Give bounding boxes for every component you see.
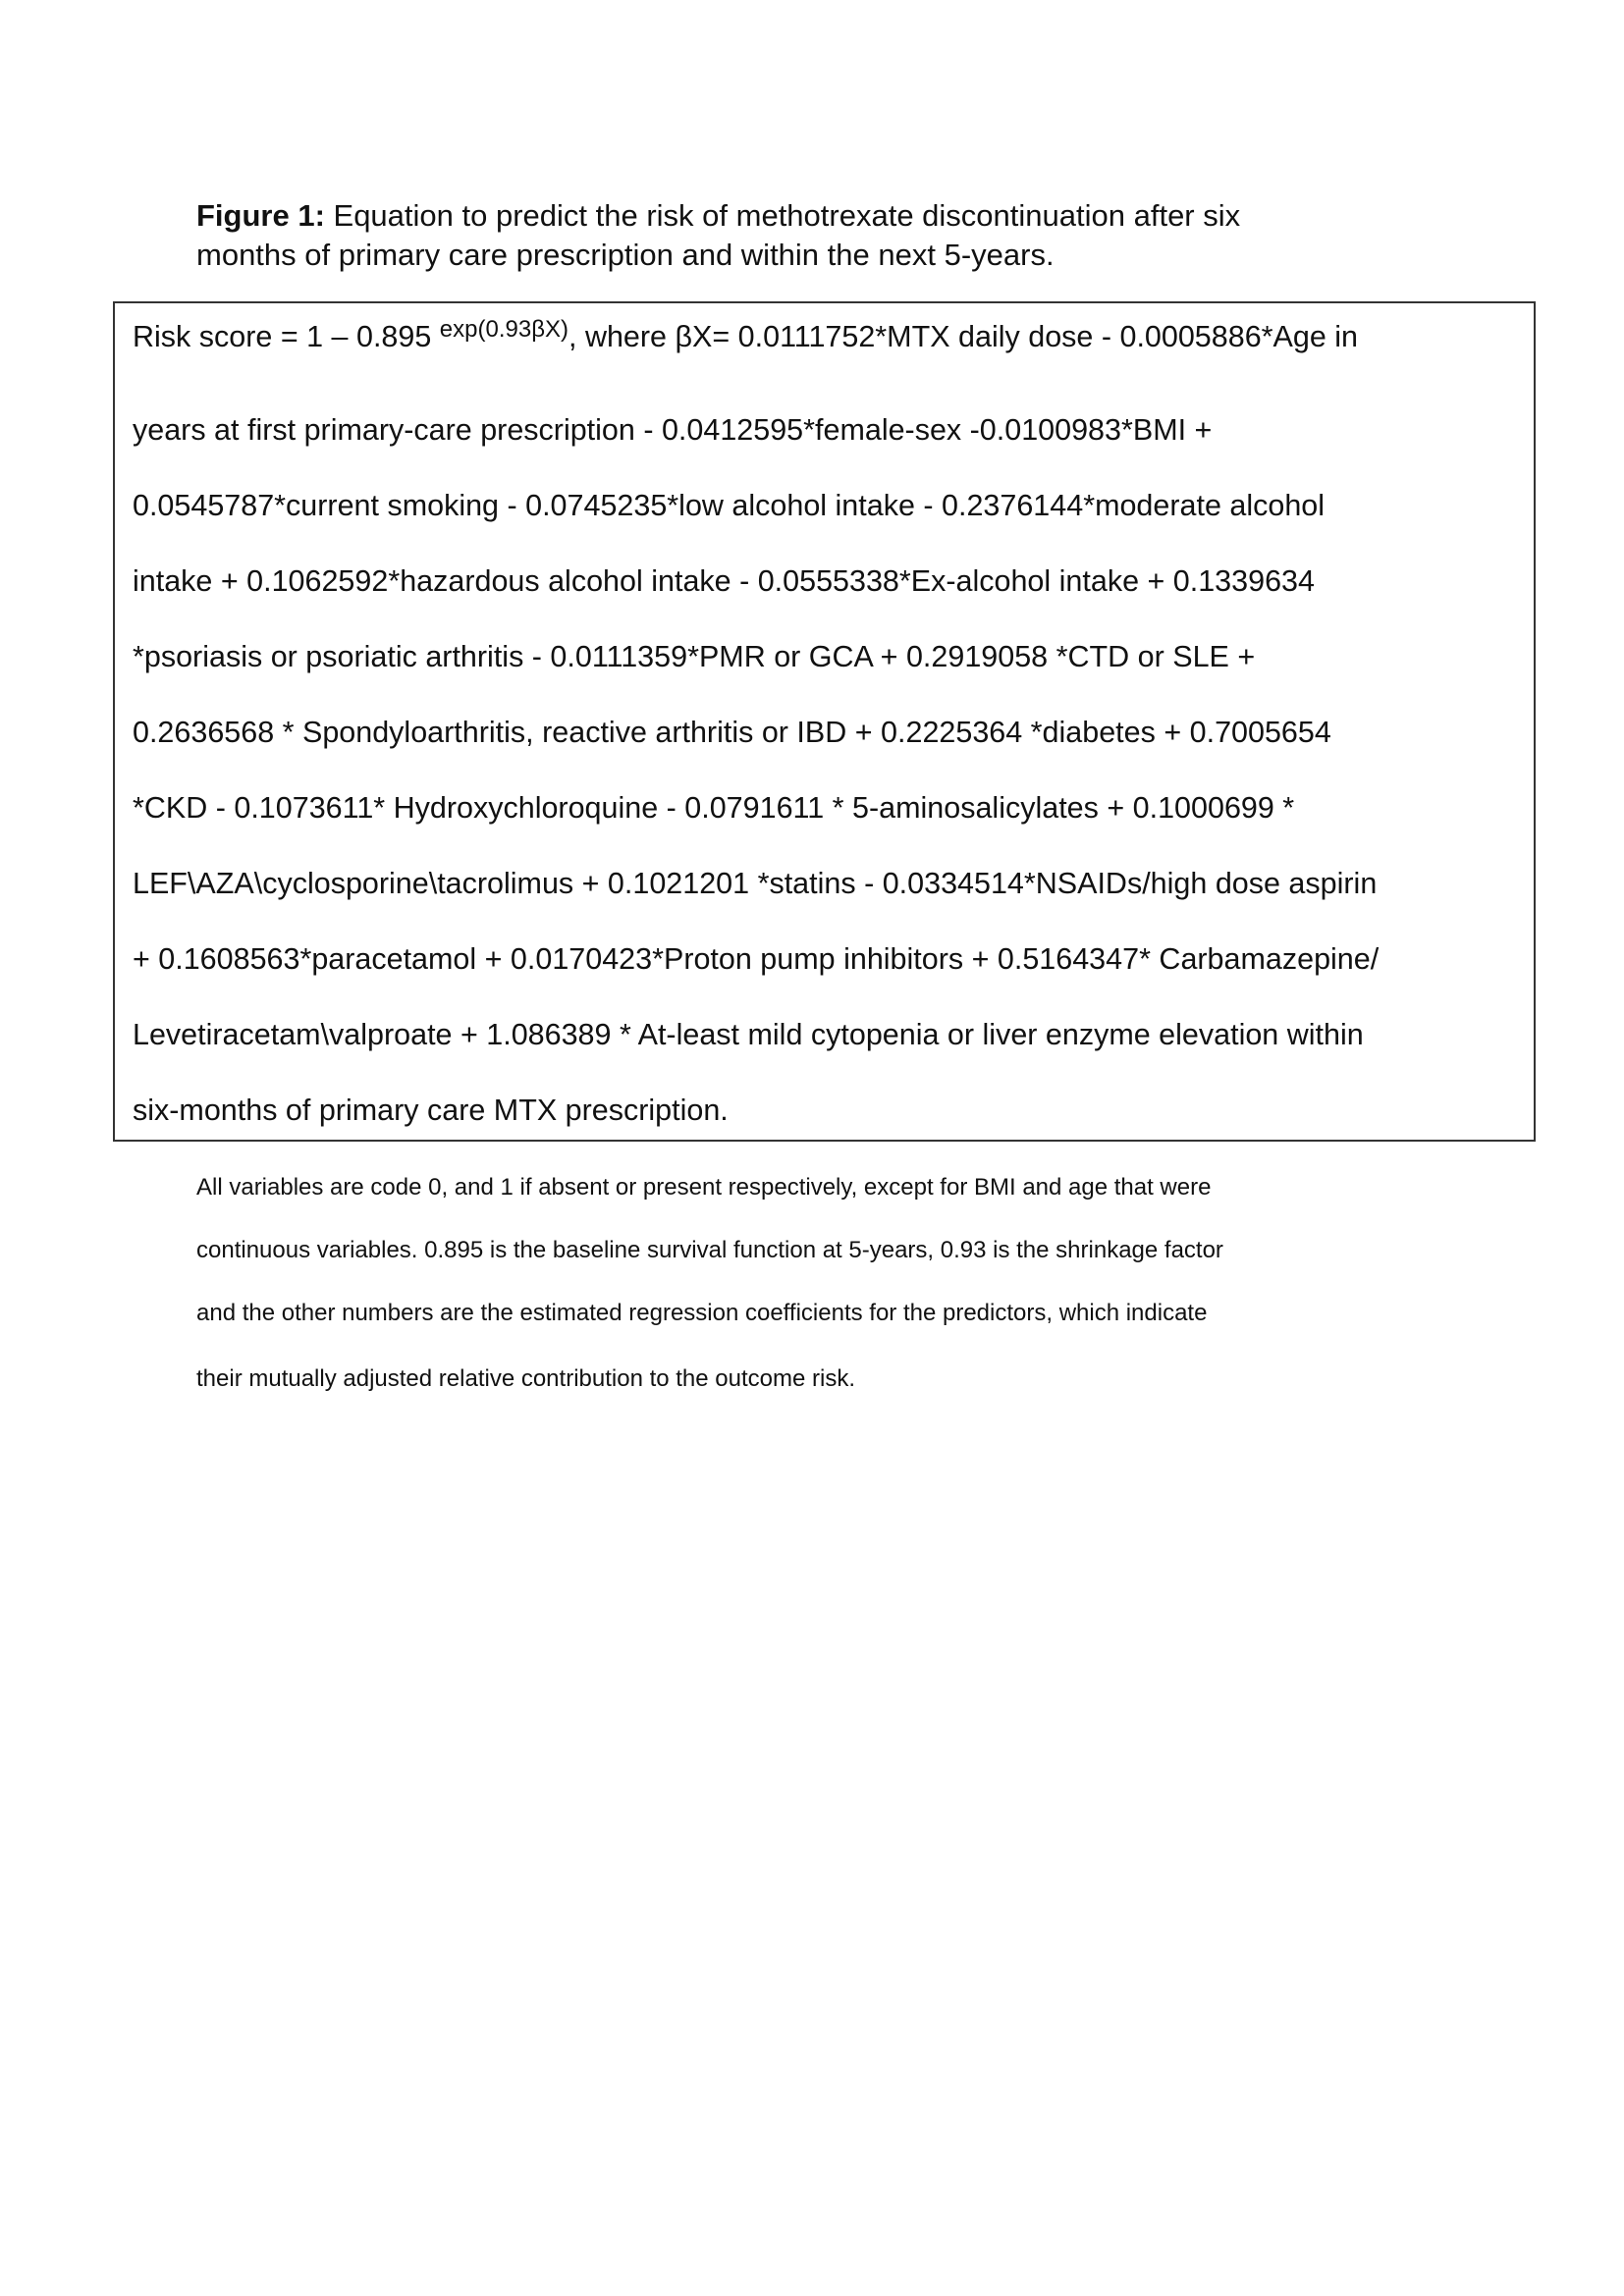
figure-caption — [196, 196, 1240, 275]
footnote-line: their mutually adjusted relative contribution to the outcome risk. — [196, 1365, 856, 1392]
equation-line: *psoriasis or psoriatic arthritis - 0.0111359*PMR or GCA + 0.2919058 *CTD or SLE + — [133, 640, 1256, 673]
equation-line: Levetiracetam\valproate + 1.086389 * At-least mild cytopenia or liver enzyme elevation within — [133, 1018, 1364, 1051]
equation-line: *CKD - 0.1073611* Hydroxychloroquine - 0.0791611 * 5-aminosalicylates + 0.1000699 * — [133, 791, 1295, 825]
equation-line: years at first primary-care prescription - 0.0412595*female-sex -0.0100983*BMI + — [133, 413, 1213, 447]
caption-line-2: months of primary care prescription and within the next 5-years. — [196, 238, 1055, 272]
equation-line-1 — [133, 316, 1359, 354]
equation-line: + 0.1608563*paracetamol + 0.0170423*Proton pump inhibitors + 0.5164347* Carbamazepine/ — [133, 942, 1380, 976]
equation-line: intake + 0.1062592*hazardous alcohol intake - 0.0555338*Ex-alcohol intake + 0.1339634 — [133, 564, 1315, 598]
equation-line: 0.2636568 * Spondyloarthritis, reactive arthritis or IBD + 0.2225364 *diabetes + 0.7005654 — [133, 716, 1331, 749]
footnote-line: and the other numbers are the estimated regression coefficients for the predictors, which indicate — [196, 1300, 1208, 1326]
caption-line-1 — [196, 196, 1240, 236]
figure-label: Figure 1: — [196, 198, 325, 233]
equation-exponent: exp(0.93βX) — [439, 316, 568, 343]
equation-line: LEF\AZA\cyclosporine\tacrolimus + 0.1021201 *statins - 0.0334514*NSAIDs/high dose aspirin — [133, 867, 1378, 900]
footnote-line: All variables are code 0, and 1 if absent or present respectively, except for BMI and age that were — [196, 1174, 1212, 1201]
equation-lhs: Risk score = 1 – 0.895 — [133, 320, 440, 353]
equation-line: 0.0545787*current smoking - 0.0745235*low alcohol intake - 0.2376144*moderate alcohol — [133, 489, 1326, 522]
footnote-line: continuous variables. 0.895 is the baseline survival function at 5-years, 0.93 is the shrinkage factor — [196, 1237, 1223, 1263]
equation-beta-start: , where βX= 0.0111752*MTX daily dose - 0.0005886*Age in — [568, 320, 1359, 353]
equation-line: six-months of primary care MTX prescription. — [133, 1094, 729, 1127]
caption-text: Equation to predict the risk of methotrexate discontinuation after six — [324, 198, 1241, 233]
